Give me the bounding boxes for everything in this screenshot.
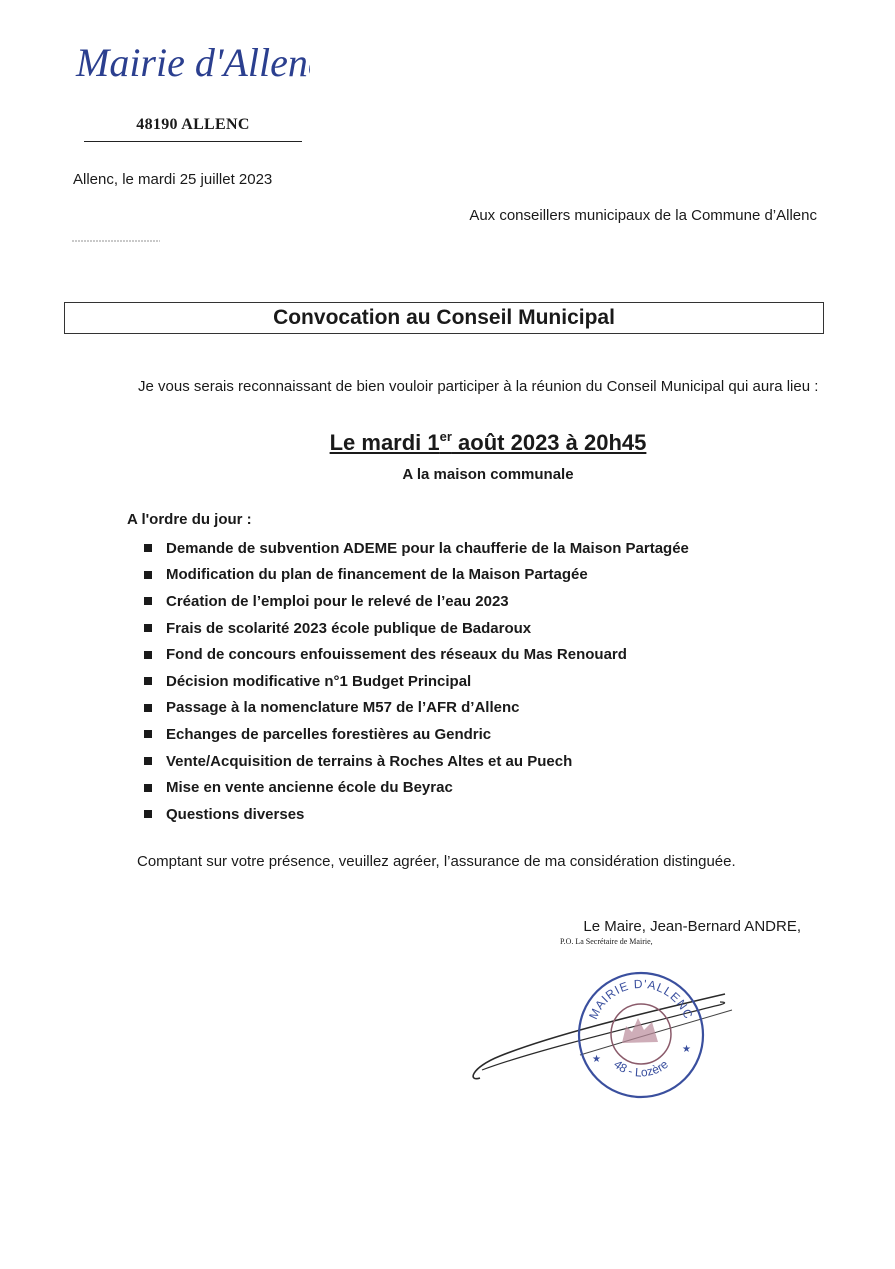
agenda-item xyxy=(144,535,689,562)
agenda-heading: A l'ordre du jour : xyxy=(127,511,252,528)
agenda-item-text: Fond de concours enfouissement des réseaux du Mas Renouard xyxy=(166,646,627,664)
agenda-item-text: Frais de scolarité 2023 école publique de Badaroux xyxy=(166,619,532,637)
place-date: Allenc, le mardi 25 juillet 2023 xyxy=(73,171,273,188)
header-divider xyxy=(84,141,302,142)
agenda-item xyxy=(144,641,689,668)
agenda-item xyxy=(144,588,689,615)
agenda-item xyxy=(144,562,689,589)
stamp-seal xyxy=(574,968,708,1102)
meeting-datetime xyxy=(138,430,838,456)
square-bullet-icon xyxy=(144,597,152,605)
square-bullet-icon xyxy=(144,651,152,659)
agenda-list xyxy=(144,535,689,828)
meeting-prefix: Le mardi 1 xyxy=(329,430,440,455)
square-bullet-icon xyxy=(144,677,152,685)
agenda-item xyxy=(144,721,689,748)
agenda-item xyxy=(144,748,689,775)
mairie-logo-script xyxy=(70,20,310,100)
signer-name: Le Maire, Jean-Bernard ANDRE, xyxy=(583,918,801,935)
svg-text:★: ★ xyxy=(592,1054,601,1065)
agenda-item-text: Demande de subvention ADEME pour la chaufferie de la Maison Partagée xyxy=(166,539,689,557)
agenda-item-text: Questions diverses xyxy=(166,805,305,823)
svg-text:★: ★ xyxy=(682,1044,691,1055)
stamp-bottom-text: 48 - Lozère xyxy=(611,1057,671,1080)
recipients-line: Aux conseillers municipaux de la Commune d’Allenc xyxy=(469,207,817,224)
agenda-item-text: Modification du plan de financement de la Maison Partagée xyxy=(166,566,588,584)
meeting-ordinal: er xyxy=(439,429,452,444)
intro-paragraph: Je vous serais reconnaissant de bien vouloir participer à la réunion du Conseil Municipal qui aura lieu : xyxy=(138,378,819,395)
stamp-top-text: MAIRIE D'ALLENC xyxy=(586,976,696,1022)
meeting-location: A la maison communale xyxy=(402,466,574,483)
title-box xyxy=(64,302,824,334)
agenda-item-text: Vente/Acquisition de terrains à Roches Altes et au Puech xyxy=(166,752,573,770)
agenda-item xyxy=(144,615,689,642)
mairie-logo xyxy=(70,20,310,100)
square-bullet-icon xyxy=(144,544,152,552)
scan-smudge xyxy=(72,240,160,242)
agenda-item-text: Mise en vente ancienne école du Beyrac xyxy=(166,779,453,797)
square-bullet-icon xyxy=(144,571,152,579)
postcode-line: 48190 ALLENC xyxy=(136,116,250,133)
agenda-item xyxy=(144,668,689,695)
meeting-suffix: août 2023 à 20h45 xyxy=(451,430,647,455)
square-bullet-icon xyxy=(144,784,152,792)
official-stamp xyxy=(574,968,708,1102)
closing-sentence: Comptant sur votre présence, veuillez agréer, l’assurance de ma considération distinguée. xyxy=(137,853,736,870)
agenda-item-text: Echanges de parcelles forestières au Gendric xyxy=(166,725,492,743)
signer-note: P.O. La Secrétaire de Mairie, xyxy=(560,937,653,946)
page-title: Convocation au Conseil Municipal xyxy=(273,306,615,329)
agenda-item xyxy=(144,801,689,828)
square-bullet-icon xyxy=(144,624,152,632)
agenda-item xyxy=(144,774,689,801)
agenda-item-text: Création de l’emploi pour le relevé de l’eau 2023 xyxy=(166,592,509,610)
agenda-item-text: Décision modificative n°1 Budget Principal xyxy=(166,672,472,690)
logo-script-text: Mairie d'Allenc xyxy=(76,40,310,85)
agenda-item xyxy=(144,695,689,722)
square-bullet-icon xyxy=(144,730,152,738)
square-bullet-icon xyxy=(144,757,152,765)
square-bullet-icon xyxy=(144,810,152,818)
agenda-item-text: Passage à la nomenclature M57 de l’AFR d’Allenc xyxy=(166,699,520,717)
square-bullet-icon xyxy=(144,704,152,712)
